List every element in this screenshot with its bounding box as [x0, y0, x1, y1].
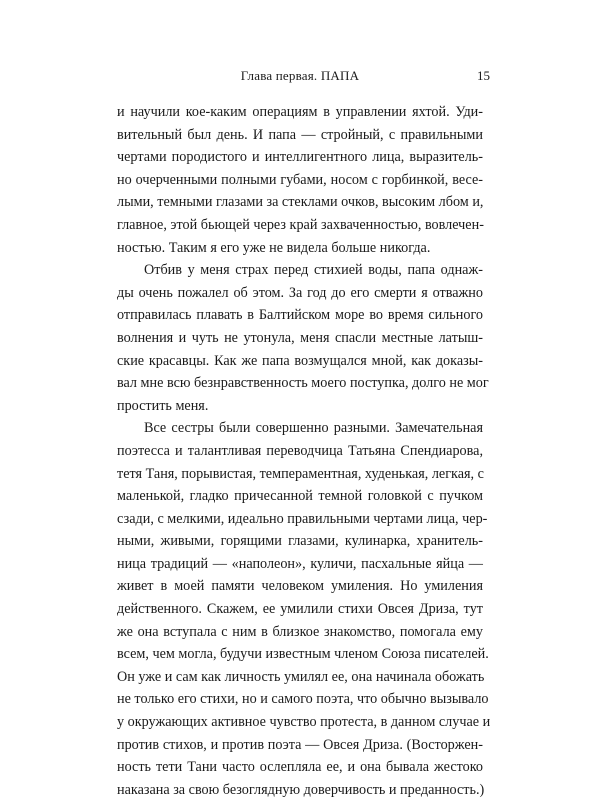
- paragraph-3: [117, 417, 491, 801]
- text-line: вительный был день. И папа — стройный, с правильными: [117, 126, 483, 143]
- text-line: чертами породистого и интеллигентного лица, выразитель-: [117, 149, 483, 166]
- text-line: Все сестры были совершенно разными. Замечательная: [144, 420, 483, 437]
- chapter-title: Глава первая. ПАПА: [240, 68, 360, 83]
- text-line: Он уже и сам как личность умилял ее, она начинала обожать: [117, 668, 485, 685]
- text-line: вал мне всю безнравственность моего поступка, долго не мог: [117, 375, 489, 392]
- text-line: против стихов, и против поэта — Овсея Дриза. (Восторжен-: [117, 736, 483, 753]
- paragraph-2: [117, 259, 489, 417]
- text-line: ными, живыми, горящими глазами, кулинарка, хранитель-: [117, 533, 483, 550]
- text-line: ность тети Тани часто ослепляла ее, и она бывала жестоко: [117, 759, 483, 776]
- text-line: но очерченными полными губами, носом с горбинкой, весе-: [117, 171, 483, 188]
- text-line: сзади, с мелкими, идеально правильными чертами лица, чер-: [117, 510, 488, 527]
- text-line: ностью. Таким я его уже не видела больше никогда.: [117, 239, 431, 256]
- text-line: и научили кое-каким операциям в управлении яхтой. Уди-: [117, 104, 483, 120]
- page-number: 15: [477, 68, 490, 83]
- text-line: ды очень пожалел об этом. За год до его смерти я отважно: [117, 284, 483, 301]
- text-line: отправилась плавать в Балтийском море во время сильного: [117, 307, 483, 324]
- text-line: действенного. Скажем, ее умилили стихи Овсея Дриза, тут: [117, 601, 483, 618]
- text-line: же она вступала с ним в близкое знакомство, помогала ему: [117, 623, 483, 640]
- body-text: [117, 101, 491, 801]
- paragraph-1: [117, 101, 483, 259]
- running-head: [110, 68, 490, 88]
- text-line: простить меня.: [117, 397, 209, 414]
- text-line: волнения и чуть не утонула, меня спасли местные латыш-: [117, 329, 483, 346]
- text-line: маленькой, гладко причесанной темной головкой с пучком: [117, 488, 483, 505]
- text-line: всем, чем могла, будучи известным членом Союза писателей.: [117, 646, 489, 663]
- text-line: у окружающих активное чувство протеста, в данном случае и: [117, 714, 491, 731]
- text-line: Отбив у меня страх перед стихией воды, папа однаж-: [144, 262, 483, 279]
- text-line: ница традиций — «наполеон», куличи, пасхальные яйца —: [117, 555, 483, 572]
- text-line: тетя Таня, порывистая, темпераментная, худенькая, легкая, с: [117, 465, 484, 482]
- text-line: ские красавцы. Как же папа возмущался мной, как доказы-: [117, 352, 483, 369]
- text-line: поэтесса и талантливая переводчица Татьяна Спендиарова,: [117, 442, 483, 459]
- text-line: не только его стихи, но и самого поэта, что обычно вызывало: [117, 691, 489, 708]
- text-line: живет в моей памяти человеком умиления. Но умиления: [117, 578, 483, 595]
- text-line: наказана за свою безоглядную доверчивость и преданность.): [117, 781, 485, 798]
- text-line: лыми, темными глазами за стеклами очков, высоким лбом и,: [117, 194, 484, 211]
- text-line: главное, этой бьющей через край захваченностью, вовлечен-: [117, 216, 484, 233]
